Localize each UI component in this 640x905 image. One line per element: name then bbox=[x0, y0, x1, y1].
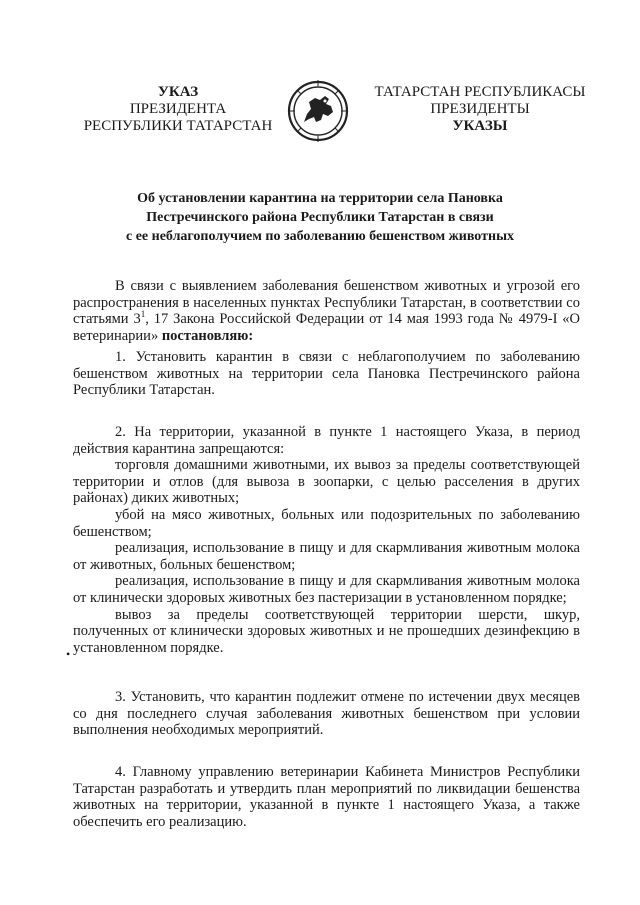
margin-mark: • bbox=[66, 647, 71, 661]
item-4 bbox=[73, 764, 580, 830]
decree-title bbox=[70, 189, 570, 246]
header-left-line-1: УКАЗ bbox=[157, 84, 199, 100]
preamble-text-2: , 17 Закона Российской Федерации от 14 мая 1993 года № 4979-I «О ветеринарии» bbox=[73, 311, 580, 344]
tatarstan-coat-of-arms-icon bbox=[287, 78, 349, 144]
preamble bbox=[73, 278, 580, 344]
item-4-text: 4. Главному управлению ветеринарии Кабинета Министров Республики Татарстан разработать и утвердить план мероприятий по ликвидации бешенства животных на территории, указанной в пункте 1 настоящего Указа, а также обеспечить его реализацию. bbox=[73, 764, 580, 830]
preamble-text: В связи с выявлением заболевания бешенством животных и угрозой его распространения в населенных пунктах Республики Татарстан, в соответствии со статьями 3 bbox=[73, 278, 580, 328]
item-3-text: 3. Установить, что карантин подлежит отмене по истечении двух месяцев со дня последнего случая заболевания животных бешенством при условии выполнения необходимых мероприятий. bbox=[73, 689, 580, 739]
header-left bbox=[78, 84, 278, 135]
item-3 bbox=[73, 689, 580, 739]
title-line-3: с ее неблагополучием по заболеванию бешенством животных bbox=[126, 229, 514, 244]
title-line-2: Пестречинского района Республики Татарстан в связи bbox=[146, 210, 494, 225]
item-2-sub-4: реализация, использование в пищу и для скармливания животным молока от клинически здоровых животных без пастеризации в установленном порядке; bbox=[73, 573, 580, 606]
title-line-1: Об установлении карантина на территории села Пановка bbox=[137, 191, 503, 206]
item-1 bbox=[73, 349, 580, 399]
header-right-line-1: ТАТАРСТАН РЕСПУБЛИКАСЫ bbox=[374, 84, 586, 100]
header-left-line-3: РЕСПУБЛИКИ ТАТАРСТАН bbox=[83, 118, 273, 134]
item-2-sub-5: вывоз за пределы соответствующей территории шерсти, шкур, полученных от клинически здоровых животных и не прошедших дезинфекцию в установленном порядке. bbox=[73, 606, 580, 656]
preamble-sup: 1 bbox=[140, 309, 146, 320]
header-right bbox=[370, 84, 590, 135]
header-right-line-3: УКАЗЫ bbox=[452, 118, 508, 134]
item-1-text: 1. Установить карантин в связи с неблагополучием по заболеванию бешенством животных на территории села Пановка Пестречинского района Республики Татарстан. bbox=[73, 349, 580, 399]
item-2-sub-3: реализация, использование в пищу и для скармливания животным молока от животных, больных бешенством; bbox=[73, 540, 580, 573]
item-2-sub-2: убой на мясо животных, больных или подозрительных по заболеванию бешенством; bbox=[73, 506, 580, 540]
header-left-line-2: ПРЕЗИДЕНТА bbox=[129, 101, 227, 117]
item-2 bbox=[73, 424, 580, 656]
item-2-sub-1: торговля домашними животными, их вывоз за пределы соответствующей территории и отлов (для вывоза в зоопарки, с целью расселения в других районах) диких животных; bbox=[73, 457, 580, 507]
header-right-line-2: ПРЕЗИДЕНТЫ bbox=[430, 101, 530, 117]
item-2-intro: 2. На территории, указанной в пункте 1 настоящего Указа, в период действия карантина запрещаются: bbox=[73, 424, 580, 457]
decree-word: постановляю: bbox=[161, 327, 254, 344]
